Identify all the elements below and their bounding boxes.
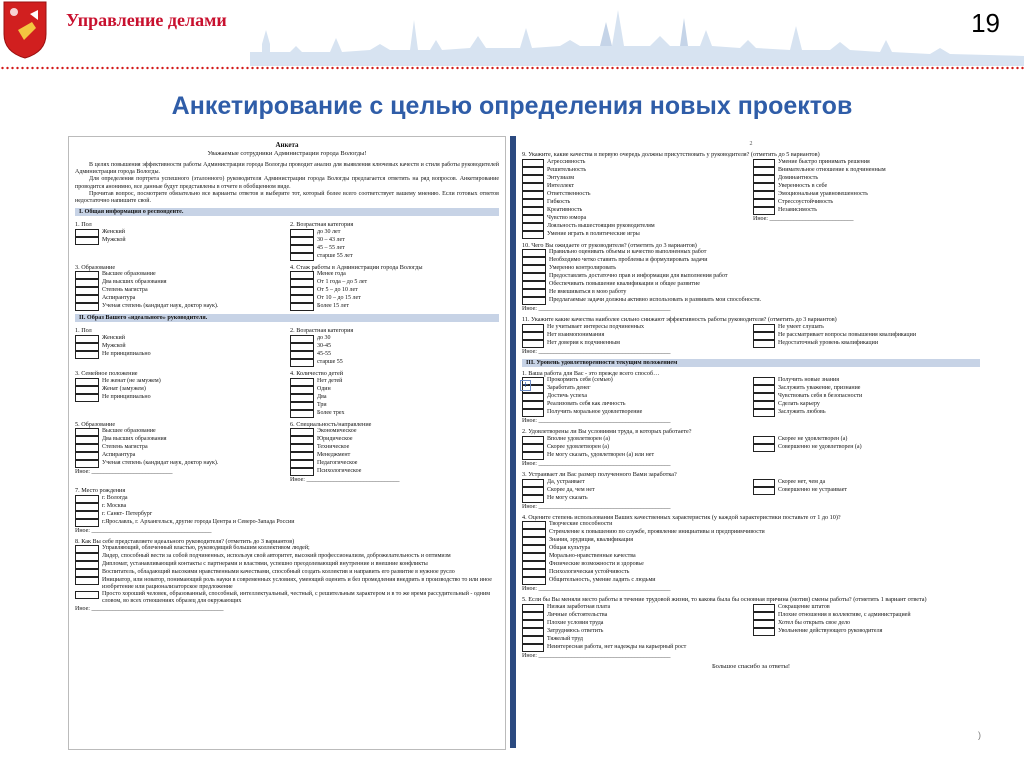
checkbox[interactable] (522, 231, 544, 239)
dotted-divider (0, 66, 1024, 70)
checkbox[interactable] (522, 207, 544, 215)
answer-option: Чувство юмора (522, 215, 749, 223)
answer-option: Неинтересная работа, нет надежды на карьерный рост (522, 644, 749, 652)
question-label: 9. Укажите, какие качества в первую очередь должны присутствовать у руководителя? (отметить до 5 вариантов) (522, 151, 820, 158)
checkbox[interactable] (522, 436, 544, 444)
answer-option: г. Санкт- Петербург (75, 511, 499, 519)
checkbox[interactable] (75, 303, 99, 311)
brand-title: Управление делами (66, 10, 227, 30)
checkbox[interactable] (522, 628, 544, 636)
checkbox[interactable] (290, 295, 314, 303)
checkbox[interactable] (522, 529, 546, 537)
checkbox[interactable] (290, 359, 314, 367)
checkbox[interactable] (522, 537, 546, 545)
other-answer-line[interactable]: Иное: ____________________________________________ (522, 503, 671, 510)
checkbox[interactable] (522, 644, 544, 652)
questionnaire-greeting: Уважаемые сотрудники Администрации города Вологды! (207, 150, 367, 157)
checkbox[interactable] (522, 273, 546, 281)
answer-option: От 1 года – до 5 лет (290, 279, 499, 287)
question-label: 1. Пол (75, 327, 92, 335)
answer-option: Техническое (290, 444, 499, 452)
answer-option: старше 55 лет (290, 253, 499, 261)
checkbox[interactable] (75, 335, 99, 343)
checkbox[interactable] (75, 237, 99, 245)
checkbox[interactable] (522, 636, 544, 644)
answer-option: Общительность, умение ладить с людьми (522, 577, 980, 585)
answer-option: Стремление к повышению по службе, проявление инициативы и предприимчивости (522, 529, 980, 537)
other-answer-line[interactable]: Иное: _______________________________ (290, 477, 400, 484)
checkbox[interactable] (753, 444, 775, 452)
checkbox[interactable] (753, 340, 775, 348)
answer-option: Нет доверия к подчиненным (522, 340, 749, 348)
checkbox[interactable] (75, 511, 99, 519)
answer-option: От 10 – до 15 лет (290, 295, 499, 303)
answer-option: Интеллект (522, 183, 749, 191)
answer-option: Высшее образование (75, 271, 284, 279)
checkbox[interactable] (75, 287, 99, 295)
checkbox[interactable] (290, 460, 314, 468)
checkbox[interactable] (290, 335, 314, 343)
answer-option: Не принципиально (75, 351, 284, 359)
checkbox[interactable] (522, 401, 544, 409)
question-label: 6. Специальность/направление (290, 420, 372, 428)
answer-option: Юридическое (290, 436, 499, 444)
checkbox[interactable] (753, 175, 775, 183)
section-heading: III. Уровень удовлетворенности текущим положением (522, 359, 980, 367)
checkbox[interactable] (522, 324, 544, 332)
answer-option: Решительность (522, 167, 749, 175)
checkbox[interactable] (290, 303, 314, 311)
checkbox[interactable] (75, 394, 99, 402)
checkbox[interactable] (290, 394, 314, 402)
checkbox[interactable] (753, 324, 775, 332)
other-answer-line[interactable]: Иное: ____________________________________________ (522, 652, 671, 659)
answer-option: 45 – 55 лет (290, 245, 499, 253)
answer-option: Степень магистра (75, 444, 284, 452)
answer-option: Инициатор, или новатор, понимающий роль науки в современных условиях, умеющий оценить и без промедления внедрить в производство то или иное изобретение или рационализаторское предложение (75, 577, 499, 591)
answer-option: Высшее образование (75, 428, 284, 436)
page-number: 2 (749, 141, 753, 147)
answer-option: Аспирантура (75, 295, 284, 303)
table-move-handle-icon[interactable]: + (520, 380, 531, 391)
answer-option: Ученая степень (кандидат наук, доктор наук). (75, 460, 284, 468)
checkbox[interactable] (290, 468, 314, 476)
checkbox[interactable] (522, 569, 546, 577)
question-label: 1. Пол (75, 221, 92, 229)
checkbox[interactable] (753, 409, 775, 417)
answer-option: Степень магистра (75, 287, 284, 295)
answer-option: Не вмешиваться в мою работу (522, 289, 980, 297)
answer-option: Сокращение штатов (753, 604, 980, 612)
checkbox[interactable] (753, 167, 775, 175)
checkbox[interactable] (75, 428, 99, 436)
checkbox[interactable] (75, 343, 99, 351)
answer-option: Три (290, 402, 499, 410)
checkbox[interactable] (522, 577, 546, 585)
checkbox[interactable] (753, 436, 775, 444)
question-label: 2. Возрастная категория (290, 221, 354, 229)
checkbox[interactable] (753, 479, 775, 487)
checkbox[interactable] (75, 495, 99, 503)
slide-number: 19 (971, 8, 1000, 38)
other-answer-line[interactable]: Иное: ____________________________________________ (522, 460, 671, 467)
answer-option: Мужской (75, 343, 284, 351)
checkbox[interactable] (753, 620, 775, 628)
checkbox[interactable] (522, 452, 544, 460)
checkbox[interactable] (753, 385, 775, 393)
answer-option: Ответственность (522, 191, 749, 199)
answer-option: 30 – 43 лет (290, 237, 499, 245)
intro-paragraph: В целях повышения эффективности работы Администрации города Вологды проводит анализ для выявления ключевых качеств и стиля работы руководителей Администрации города Вологды. (75, 162, 499, 176)
answer-option: Чувствовать себя в безопасности (753, 393, 980, 401)
answer-option: Экономическое (290, 428, 499, 436)
other-answer-line[interactable]: Иное: ____________________________ (753, 215, 854, 222)
checkbox[interactable] (75, 386, 99, 394)
answer-option: Управляющий, облеченный властью, руководящий большим коллективом людей; (75, 545, 499, 553)
checkbox[interactable] (522, 183, 544, 191)
answer-option: Не умеет слушать (753, 324, 980, 332)
answer-option: Менее года (290, 271, 499, 279)
question-label: 5. Если бы Вы меняли место работы в течение трудовой жизни, то какова была бы основная причина (мотив) смены работы? (отметить 1 вариант ответа) (522, 596, 927, 604)
other-answer-line[interactable]: Иное: ____________________________________________ (522, 418, 671, 425)
answer-option: г. Вологда (75, 495, 499, 503)
answer-option: Психологическая устойчивость (522, 569, 980, 577)
answer-option: Дипломат, устанавливающий контакты с партнерами и властями, успешно преодолевающий внутренние и внешние конфликты (75, 561, 499, 569)
answer-option: Стрессоустойчивость (753, 199, 980, 207)
answer-option: Не могу сказать, удовлетворен (а) или нет (522, 452, 749, 460)
answer-option: Получить новые знания (753, 377, 980, 385)
answer-option: Более трех (290, 410, 499, 418)
answer-option: Два (290, 394, 499, 402)
checkbox[interactable] (522, 409, 544, 417)
checkbox[interactable] (522, 249, 546, 257)
answer-option: Плохие отношения в коллективе, с администрацией (753, 612, 980, 620)
checkbox[interactable] (753, 612, 775, 620)
checkbox[interactable] (522, 620, 544, 628)
answer-option: Низкая заработная плата (522, 604, 749, 612)
checkbox[interactable] (75, 295, 99, 303)
answer-option: Знания, эрудиция, квалификация (522, 537, 980, 545)
checkbox[interactable] (522, 265, 546, 273)
question-label: 4. Количество детей (290, 370, 344, 377)
answer-option: Не могу сказать (522, 495, 749, 503)
checkbox[interactable] (522, 545, 546, 553)
checkbox[interactable] (75, 351, 99, 359)
answer-option: г.Ярославль, г. Архангельск, другие города Центра и Северо-Запада России (75, 519, 499, 527)
answer-option: Предлагаемые задачи должны активно использовать и развивать мои способности. (522, 297, 980, 305)
checkbox[interactable] (753, 207, 775, 215)
other-answer-line[interactable]: Иное: ____________________________________________ (522, 306, 671, 313)
answer-option: Просто хороший человек, образованный, способный, интеллектуальный, честный, с решительным характером и в то же время рассудительный - одним словом, во всех отношениях образец для окружающих (75, 591, 499, 605)
checkbox[interactable] (522, 561, 546, 569)
intro-paragraph: Прочитав вопрос, посмотрите обязательно все варианты ответов и выберите тот, который более всего соответствует вашему мнению. Если готовых ответов недостаточно напишите свой. (75, 190, 499, 205)
answer-option: Один (290, 386, 499, 394)
checkbox[interactable] (522, 167, 544, 175)
checkbox[interactable] (522, 159, 544, 167)
answer-option: Агрессивность (522, 159, 749, 167)
checkbox[interactable] (75, 436, 99, 444)
checkbox[interactable] (290, 237, 314, 245)
answer-option: Умение быстро принимать решения (753, 159, 980, 167)
checkbox[interactable] (522, 257, 546, 265)
checkbox[interactable] (75, 561, 99, 569)
slide-title: Анкетирование с целью определения новых проектов (171, 92, 853, 120)
checkbox[interactable] (753, 332, 775, 340)
answer-option: Прокормить себя (семью) (522, 377, 749, 385)
answer-option: Женский (75, 229, 284, 237)
answer-option: 30-45 (290, 343, 499, 351)
answer-option: Совершенно не удовлетворен (а) (753, 444, 980, 452)
question-label: 8. Как Вы себе представляете идеального руководителя? (отметить до 3 вариантов) (75, 537, 295, 545)
questionnaire-title: Анкета (275, 141, 299, 149)
checkbox[interactable] (290, 428, 314, 436)
checkbox[interactable] (753, 159, 775, 167)
answer-option: Да, устраивает (522, 479, 749, 487)
slide-header (0, 0, 1024, 78)
checkbox[interactable] (290, 229, 314, 237)
answer-option: Ученая степень (кандидат наук, доктор наук). (75, 303, 284, 311)
checkbox[interactable] (75, 452, 99, 460)
answer-option: Обеспечивать повышение квалификации и общее развитие (522, 281, 980, 289)
checkbox[interactable] (522, 612, 544, 620)
checkbox[interactable] (522, 521, 546, 529)
answer-option: Аспирантура (75, 452, 284, 460)
answer-option: Скорее нет, чем да (753, 479, 980, 487)
answer-option: Правильно оценивать объемы и качество выполненных работ (522, 249, 980, 257)
answer-option: 45-55 (290, 351, 499, 359)
checkbox[interactable] (75, 460, 99, 468)
vologda-coat-of-arms-icon (2, 0, 48, 60)
answer-option: Уверенность в себе (753, 183, 980, 191)
answer-option: Независимость (753, 207, 980, 215)
answer-option: Женат (замужем) (75, 386, 284, 394)
checkbox[interactable] (290, 245, 314, 253)
checkbox[interactable] (753, 628, 775, 636)
checkbox[interactable] (75, 591, 99, 599)
answer-option: до 30 (290, 335, 499, 343)
checkbox[interactable] (522, 223, 544, 231)
checkbox[interactable] (522, 281, 546, 289)
checkbox[interactable] (75, 519, 99, 527)
checkbox[interactable] (522, 297, 546, 305)
checkbox[interactable] (290, 271, 314, 279)
question-label: 2. Возрастная категория (290, 327, 354, 335)
question-label: 1. Ваша работа для Вас - это прежде всего способ… (522, 369, 660, 377)
section-heading: II. Образ Вашего «идеального» руководителя. (75, 314, 499, 322)
checkbox[interactable] (290, 378, 314, 386)
answer-option: Не женат (не замужем) (75, 378, 284, 386)
answer-option: Мужской (75, 237, 284, 245)
intro-paragraph: Для определения портрета успешного (эталонного) руководителя Администрации города Вологды предлагается ответить на ряд вопросов. Анкетирование проводится анонимно, все данные будут представлены в отчете в обобщенном виде. (75, 176, 499, 190)
other-answer-line[interactable]: Иное: ____________________________________________ (522, 348, 671, 355)
answer-option: Физические возможности и здоровье (522, 561, 980, 569)
checkbox[interactable] (522, 199, 544, 207)
answer-option: Воспитатель, обладающий высокими нравственными качествами, способный создать коллектив и направить его развитие в нужное русло (75, 569, 499, 577)
checkbox[interactable] (290, 402, 314, 410)
checkbox[interactable] (290, 410, 314, 418)
answer-option: Получить моральное удовлетворение (522, 409, 749, 417)
answer-option: Творческие способности (522, 521, 980, 529)
other-answer-line[interactable]: Иное: ____________________________________________ (522, 586, 671, 593)
question-label: 5. Образование (75, 420, 116, 428)
checkbox[interactable] (290, 253, 314, 261)
answer-option: Морально-нравственные качества (522, 553, 980, 561)
checkbox[interactable] (753, 377, 775, 385)
checkbox[interactable] (290, 279, 314, 287)
answer-option: Необходимо четко ставить проблемы и формулировать задачи (522, 257, 980, 265)
answer-option: Креативность (522, 207, 749, 215)
checkbox[interactable] (522, 340, 544, 348)
answer-option: Лояльность вышестоящим руководителям (522, 223, 749, 231)
question-label: 2. Удовлетворены ли Вы условиями труда, в которых работаете? (522, 428, 692, 436)
answer-option: Не рассматривает вопросы повышения квалификации (753, 332, 980, 340)
answer-option: Скорее удовлетворен (а) (522, 444, 749, 452)
answer-option: Энтузиазм (522, 175, 749, 183)
answer-option: Предоставлять достаточно прав и информации для выполнения работ (522, 273, 980, 281)
checkbox[interactable] (75, 229, 99, 237)
checkbox[interactable] (290, 436, 314, 444)
answer-option: Эмоциональная уравновешенность (753, 191, 980, 199)
answer-option: Нет детей (290, 378, 499, 386)
question-label: 3. Устраивает ли Вас размер полученного Вами заработка? (522, 470, 677, 478)
checkbox[interactable] (522, 289, 546, 297)
answer-option: Плохие условия труда (522, 620, 749, 628)
checkbox[interactable] (290, 343, 314, 351)
other-answer-line[interactable]: Иное: ___________________________ (75, 469, 173, 476)
checkbox[interactable] (290, 351, 314, 359)
checkbox[interactable] (75, 569, 99, 577)
answer-option: Недостаточный уровень квалификации (753, 340, 980, 348)
answer-option: От 5 – до 10 лет (290, 287, 499, 295)
checkbox[interactable] (753, 487, 775, 495)
checkbox[interactable] (522, 479, 544, 487)
answer-option: Заслужить любовь (753, 409, 980, 417)
answer-option: Хотел бы открыть свое дело (753, 620, 980, 628)
section-heading: I. Общая информация о респонденте. (75, 208, 499, 216)
answer-option: Женский (75, 335, 284, 343)
answer-option: Педагогическое (290, 460, 499, 468)
checkbox[interactable] (753, 183, 775, 191)
other-answer-line[interactable]: Иное: ________________________________________ (75, 527, 212, 534)
answer-option: Заслужить уважение, признание (753, 385, 980, 393)
answer-option: Два высших образования (75, 436, 284, 444)
answer-option: Менеджмент (290, 452, 499, 460)
checkbox[interactable] (522, 553, 546, 561)
checkbox[interactable] (75, 279, 99, 287)
checkbox[interactable] (522, 175, 544, 183)
question-label: 4. Оцените степень использования Ваших качественных характеристик (у каждой характеристики поставьте от 1 до 10)? (522, 513, 841, 521)
answer-option: Заработать денег (522, 385, 749, 393)
checkbox[interactable] (522, 495, 544, 503)
answer-option: Лидер, способный вести за собой подчиненных, используя свой авторитет, высокий профессионализм, доброжелательность и оптимизм (75, 553, 499, 561)
question-label: 10. Чего Вы ожидаете от руководителя? (отметить до 3 вариантов) (522, 241, 697, 249)
checkbox[interactable] (522, 487, 544, 495)
checkbox[interactable] (75, 545, 99, 553)
other-answer-line[interactable]: Иное: ____________________________________________ (75, 606, 224, 613)
answer-option: Достичь успеха (522, 393, 749, 401)
question-label: 11. Укажите какие качества наиболее сильно снижают эффективность работы руководителя? (отметить до 3 вариантов) (522, 316, 837, 324)
checkbox[interactable] (290, 386, 314, 394)
answer-option: Гибкость (522, 199, 749, 207)
checkbox[interactable] (75, 444, 99, 452)
answer-option: старше 55 (290, 359, 499, 367)
checkbox[interactable] (522, 444, 544, 452)
answer-option: г. Москва (75, 503, 499, 511)
answer-option: Увольнение действующего руководителя (753, 628, 980, 636)
answer-option: Доминантность (753, 175, 980, 183)
answer-option: Реализовать себя как личность (522, 401, 749, 409)
answer-option: Затрудняюсь ответить (522, 628, 749, 636)
checkbox[interactable] (522, 393, 544, 401)
checkbox[interactable] (522, 604, 544, 612)
answer-option: Скорее да, чем нет (522, 487, 749, 495)
answer-option: Не учитывает интересы подчиненных (522, 324, 749, 332)
checkbox[interactable] (753, 199, 775, 207)
checkbox[interactable] (75, 577, 99, 585)
answer-option: Два высших образования (75, 279, 284, 287)
answer-option: Умеренно контролировать (522, 265, 980, 273)
answer-option: Тяжелый труд (522, 636, 749, 644)
checkbox[interactable] (290, 444, 314, 452)
questionnaire-page-1 (68, 136, 506, 750)
question-label: 3. Образование (75, 263, 116, 271)
checkbox[interactable] (75, 503, 99, 511)
checkbox[interactable] (522, 332, 544, 340)
checkbox[interactable] (75, 553, 99, 561)
answer-option: Не принципиально (75, 394, 284, 402)
question-label: 3. Семейное положение (75, 370, 138, 377)
checkbox[interactable] (753, 393, 775, 401)
question-label: 7. Место рождения (75, 487, 126, 495)
answer-option: Сделать карьеру (753, 401, 980, 409)
checkbox[interactable] (290, 452, 314, 460)
answer-option: Вполне удовлетворен (а) (522, 436, 749, 444)
answer-option: Более 15 лет (290, 303, 499, 311)
answer-option: Умение играть в политические игры (522, 231, 749, 239)
answer-option: Совершенно не устраивает (753, 487, 980, 495)
checkbox[interactable] (522, 191, 544, 199)
checkbox[interactable] (753, 191, 775, 199)
answer-option: до 30 лет (290, 229, 499, 237)
question-label: 4. Стаж работы в Администрации города Вологды (290, 263, 423, 271)
answer-option: Нет взаимопонимания (522, 332, 749, 340)
questionnaire-page-2 (510, 136, 986, 748)
checkbox[interactable] (75, 378, 99, 386)
answer-option: Личные обстоятельства (522, 612, 749, 620)
thank-you-note: Большое спасибо за ответы! (711, 662, 791, 670)
checkbox[interactable] (753, 604, 775, 612)
checkbox[interactable] (522, 215, 544, 223)
paragraph-mark-icon: ) (978, 730, 981, 740)
checkbox[interactable] (753, 401, 775, 409)
checkbox[interactable] (290, 287, 314, 295)
checkbox[interactable] (75, 271, 99, 279)
answer-option: Психологическое (290, 468, 499, 476)
answer-option: Внимательное отношение к подчиненным (753, 167, 980, 175)
answer-option: Общая культура (522, 545, 980, 553)
answer-option: Скорее не удовлетворен (а) (753, 436, 980, 444)
